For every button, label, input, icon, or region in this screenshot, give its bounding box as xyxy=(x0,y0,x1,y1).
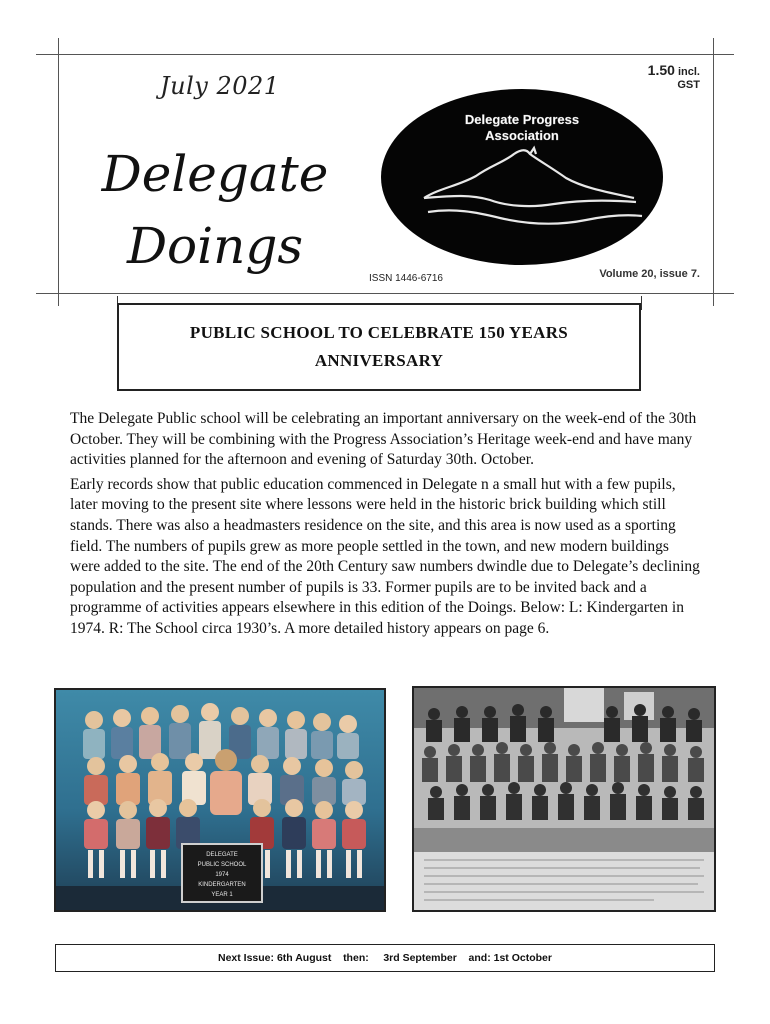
next-issue-bar xyxy=(55,944,715,972)
october-date: 1st October xyxy=(493,952,552,964)
logo-text-line-1: Delegate Progress xyxy=(464,112,580,127)
price-tax: GST xyxy=(677,79,700,91)
sign-line: DELEGATE xyxy=(206,852,238,858)
left-rule xyxy=(58,38,59,306)
volume-issue: Volume 20, issue 7. xyxy=(599,268,700,280)
paragraph: Early records show that public education commenced in Delegate n a small hut with a few pupils, later moving to the present site where lessons were held in the historic brick building which still stands. There was also a headmasters residence on the site, and this area is now used as a sporting field. The numbers of pupils grew as more people settled in the town, and new modern buildings were added to the site. The end of the 20th Century saw numbers dwindle due to Delegate’s declining population and the present number of pupils is 33. Former pupils are to be invited back and a programme of activities appears elsewhere in this edition of the Doings. Below: L: Kindergarten in 1974. R: The School circa 1930’s. A more detailed history appears on page 6. xyxy=(70,475,700,637)
sign-line: YEAR 1 xyxy=(211,892,233,898)
crop-mark xyxy=(641,296,642,310)
then-label: then: xyxy=(343,952,369,964)
issn: ISSN 1446-6716 xyxy=(369,273,443,284)
title-line-2: Doings xyxy=(126,217,304,275)
price-suffix: incl. xyxy=(677,66,700,78)
september-date: 3rd September xyxy=(383,952,457,964)
newsletter-title xyxy=(100,138,330,282)
and-label: and: xyxy=(468,952,491,964)
headline-box xyxy=(117,303,641,391)
association-logo xyxy=(380,88,664,266)
headline xyxy=(139,319,619,375)
photo-school-1930s xyxy=(412,686,716,912)
price-amount: 1.50 xyxy=(647,62,675,78)
sign-line: 1974 xyxy=(215,872,229,878)
right-rule xyxy=(713,38,714,306)
issue-date: July 2021 xyxy=(160,72,280,100)
article-body xyxy=(70,409,700,644)
next-issue-label: Next Issue: 6th August xyxy=(218,952,332,964)
headline-line-1: PUBLIC SCHOOL TO CELEBRATE 150 YEARS xyxy=(189,323,569,342)
sign-line: KINDERGARTEN xyxy=(198,882,246,888)
sign-line: PUBLIC SCHOOL xyxy=(197,862,247,868)
masthead-bottom-rule xyxy=(36,293,734,294)
photo-kindergarten-1974 xyxy=(54,688,386,912)
title-line-1: Delegate xyxy=(101,145,329,203)
logo-text-line-2: Association xyxy=(485,128,559,143)
top-rule xyxy=(36,54,734,55)
headline-line-2: ANNIVERSARY xyxy=(314,351,444,370)
school-sign xyxy=(182,844,262,902)
paragraph: The Delegate Public school will be celebrating an important anniversary on the week-end of the 30th October. They will be combining with the Progress Association’s Heritage week-end and have many activities planned for the afternoon and evening of Saturday 30th. October. xyxy=(70,410,697,469)
